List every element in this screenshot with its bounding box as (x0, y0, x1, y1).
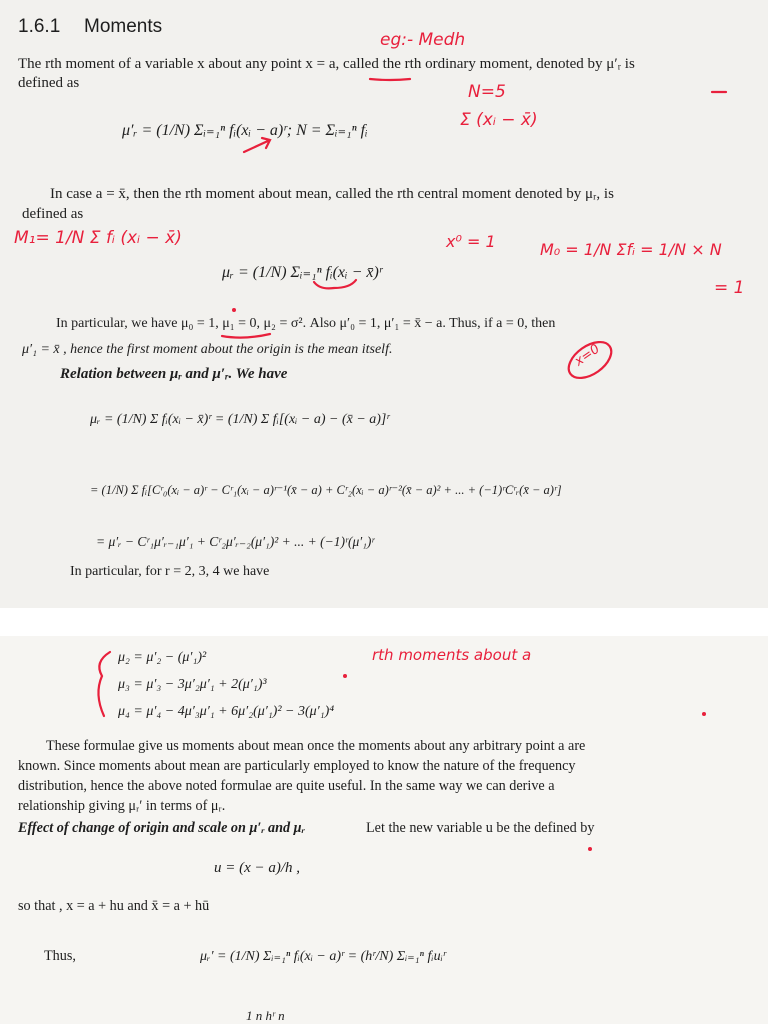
annotation-eg-media: eg:- Medh (380, 30, 466, 50)
equation-central-moment: μᵣ = (1/N) Σᵢ₌₁ⁿ fᵢ(xᵢ − x̄)ʳ (222, 264, 383, 281)
para5-line3: distribution, hence the above noted formulae are quite useful. In the same way we can derive a (18, 778, 555, 794)
para2-line2: defined as (22, 206, 84, 222)
equation-u-definition: u = (x − a)/h , (214, 860, 301, 876)
para5-line4: relationship giving μᵣ′ in terms of μᵣ. (18, 798, 226, 814)
equation-ordinary-moment: μ′ᵣ = (1/N) Σᵢ₌₁ⁿ fᵢ(xᵢ − a)ʳ; N = Σᵢ₌₁ⁿ fᵢ (122, 122, 368, 139)
annotation-n-equals-5: N=5 (468, 82, 506, 102)
equation-relation-3: = μ′ᵣ − Cʳ₁μ′ᵣ₋₁μ′₁ + Cʳ₂μ′ᵣ₋₂(μ′₁)² + ... + (−1)ʳ(μ′₁)ʳ (96, 534, 375, 549)
para6: so that , x = a + hu and x̄ = a + hū (18, 898, 210, 914)
para3-line1: In particular, we have μ₀ = 1, μ₁ = 0, μ₂ = σ². Also μ′₀ = 1, μ′₁ = x̄ − a. Thus, if a = 0, then (56, 316, 556, 331)
para5-line1: These formulae give us moments about mean once the moments about any arbitrary point a are (46, 738, 586, 754)
formula-mu3: μ₃ = μ′₃ − 3μ′₂μ′₁ + 2(μ′₁)³ (118, 677, 267, 692)
thus-label: Thus, (44, 948, 76, 964)
page-gap (0, 608, 768, 636)
section-title: Moments (84, 16, 163, 37)
para3-line2: μ′₁ = x̄ , hence the first moment about the origin is the mean itself. (22, 342, 393, 357)
effect-text: Let the new variable u be the defined by (366, 820, 595, 836)
annotation-equals-one: = 1 (714, 278, 745, 298)
para1-line1: The rth moment of a variable x about any point x = a, called the rth ordinary moment, denoted by μ′ᵣ is (18, 56, 635, 72)
equation-relation-1: μᵣ = (1/N) Σ fᵢ(xᵢ − x̄)ʳ = (1/N) Σ fᵢ[(xᵢ − a) − (x̄ − a)]ʳ (90, 412, 390, 427)
equation-relation-2: = (1/N) Σ fᵢ[Cʳ₀(xᵢ − a)ʳ − Cʳ₁(xᵢ − a)ʳ⁻¹(x̄ − a) + Cʳ₂(xᵢ − a)ʳ⁻²(x̄ − a)² + ... + (−1)ʳCʳᵣ(x̄ − a)ʳ] (90, 483, 562, 497)
para2-line1: In case a = x̄, then the rth moment about mean, called the rth central moment denoted by μᵣ, is (50, 186, 614, 202)
para5-line2: known. Since moments about mean are particularly employed to know the nature of the frequency (18, 758, 576, 774)
annotation-mu0-formula: M₀ = 1/N Σfᵢ = 1/N × N (540, 240, 722, 259)
effect-heading: Effect of change of origin and scale on μ′ᵣ and μᵣ (18, 820, 305, 836)
para1-line2: defined as (18, 75, 80, 91)
formula-mu4: μ₄ = μ′₄ − 4μ′₃μ′₁ + 6μ′₂(μ′₁)² − 3(μ′₁)⁴ (118, 704, 335, 719)
formula-mu2: μ₂ = μ′₂ − (μ′₁)² (118, 650, 207, 665)
annotation-x-power-zero: x⁰ = 1 (446, 232, 496, 251)
annotation-mu1-formula: M₁= 1/N Σ fᵢ (xᵢ − x̄) (14, 228, 182, 248)
equation-partial-cutoff: 1 n hʳ n (246, 1008, 285, 1023)
annotation-circle-x-zero: x=0 (572, 341, 603, 370)
annotation-rth-moments: rth moments about a (372, 646, 532, 664)
relation-heading: Relation between μᵣ and μ′ᵣ. We have (60, 366, 288, 382)
para4: In particular, for r = 2, 3, 4 we have (70, 564, 270, 579)
annotation-sum-deviation: Σ (xᵢ − x̄) (460, 110, 538, 130)
equation-scale-change: μᵣ′ = (1/N) Σᵢ₌₁ⁿ fᵢ(xᵢ − a)ʳ = (hʳ/N) Σᵢ₌₁ⁿ fᵢuᵢʳ (200, 949, 446, 964)
section-number: 1.6.1 (18, 16, 61, 37)
